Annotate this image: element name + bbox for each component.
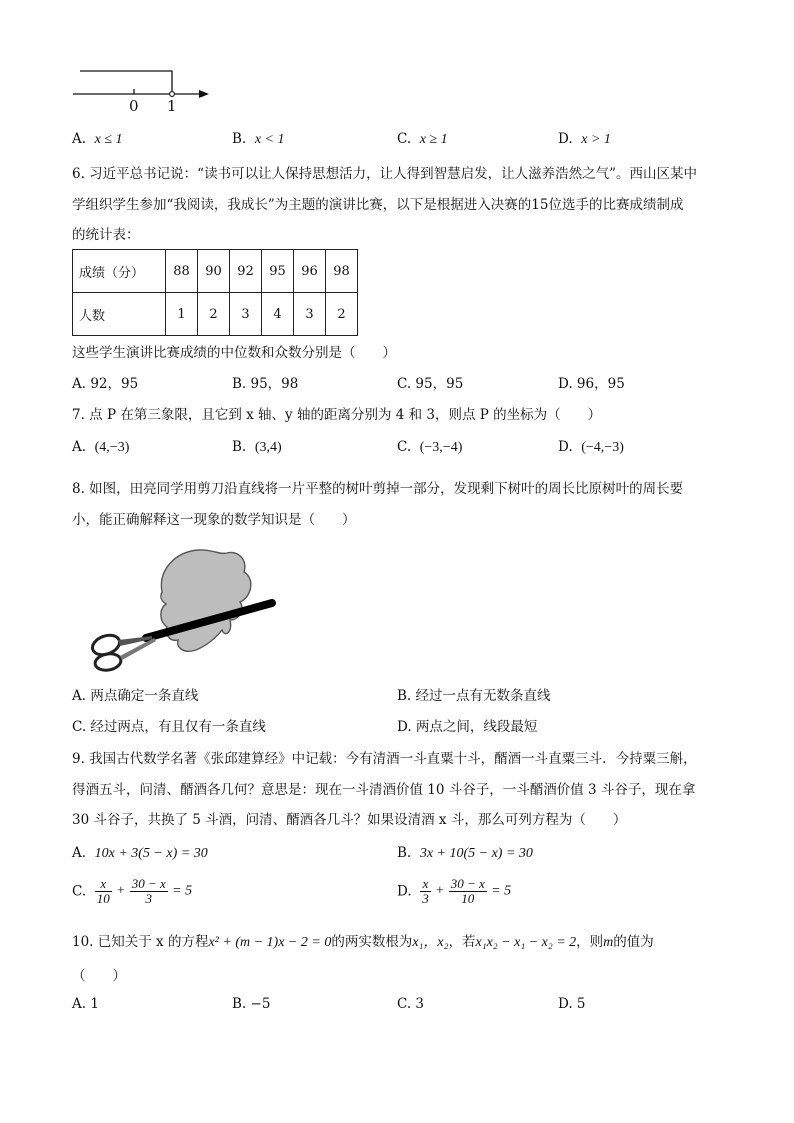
q10-answer-paren: （ ） <box>72 968 126 984</box>
scissors-icon <box>90 632 122 672</box>
score-table <box>72 249 358 336</box>
q5-option-d[interactable]: D. x > 1 <box>558 131 611 147</box>
table-header-count: 人数 <box>73 293 166 336</box>
table-header-score: 成绩（分） <box>73 250 166 293</box>
q5-option-c[interactable]: C. x ≥ 1 <box>397 131 448 147</box>
q7-option-c[interactable]: C. (−3,−4) <box>397 439 463 455</box>
number-line-label-0: 0 <box>129 97 139 115</box>
leaf-scissors-illustration <box>80 542 280 677</box>
q5-option-a[interactable]: A. x ≤ 1 <box>72 131 123 147</box>
q9-stem-line-2: 得酒五斗，问清、醑酒各几何？意思是：现在一斗清酒价值 10 斗谷子，一斗醑酒价值 3 斗谷子，现在拿 <box>72 782 696 798</box>
q8-option-a[interactable]: A. 两点确定一条直线 <box>72 688 199 704</box>
q10-option-a[interactable]: A. 1 <box>72 996 99 1012</box>
table-cell: 92 <box>230 250 262 293</box>
table-row <box>73 293 358 336</box>
q9-option-b[interactable]: B. 3x + 10(5 − x) = 30 <box>397 845 533 861</box>
q8-stem-line-2: 小，能正确解释这一现象的数学知识是（ ） <box>72 512 356 528</box>
table-cell: 3 <box>230 293 262 336</box>
q10-option-b[interactable]: B. −5 <box>232 996 271 1012</box>
q10-option-c[interactable]: C. 3 <box>397 996 425 1012</box>
q9-option-d[interactable]: D. $\frac{x}{3}$ + $\frac{30 - x}{10}$ = 5 <box>397 876 512 906</box>
table-cell: 3 <box>294 293 326 336</box>
q9-option-c[interactable]: C. $\frac{x}{10}$ + $\frac{30 - x}{3}$ = 5 <box>72 876 193 906</box>
q5-option-b[interactable]: B. x < 1 <box>232 131 285 147</box>
q7-option-a[interactable]: A. (4,−3) <box>72 439 130 455</box>
q10-stem: 10. 已知关于 x 的方程x² + (m − 1)x − 2 = 0的两实数根为x₁，x₂，若x₁x₂ − x₁ − x₂ = 2，则m的值为 <box>72 934 654 950</box>
q7-option-b[interactable]: B. (3,4) <box>232 439 282 455</box>
number-line-label-1: 1 <box>167 97 177 115</box>
table-cell: 96 <box>294 250 326 293</box>
q8-option-d[interactable]: D. 两点之间，线段最短 <box>397 719 538 735</box>
q6-option-c[interactable]: C. 95，95 <box>397 376 464 392</box>
fraction: $\frac{30 - x}{10}$ <box>450 876 485 906</box>
q6-stem-line-2: 学组织学生参加“我阅读，我成长”为主题的演讲比赛，以下是根据进入决赛的15位选手的比赛成绩制成 <box>72 197 684 213</box>
q10-option-d[interactable]: D. 5 <box>558 996 586 1012</box>
q7-stem: 7. 点 P 在第三象限，且它到 x 轴、y 轴的距离分别为 4 和 3，则点 P 的坐标为（ ） <box>72 407 602 423</box>
q8-stem-line-1: 8. 如图，田亮同学用剪刀沿直线将一片平整的树叶剪掉一部分，发现剩下树叶的周长比原树叶的周长要 <box>72 481 684 497</box>
leaf-shape <box>161 550 251 651</box>
table-row <box>73 250 358 293</box>
table-cell: 1 <box>166 293 198 336</box>
table-cell: 95 <box>262 250 294 293</box>
q8-option-c[interactable]: C. 经过两点，有且仅有一条直线 <box>72 719 266 735</box>
number-line-figure <box>70 64 220 114</box>
q6-question: 这些学生演讲比赛成绩的中位数和众数分别是（ ） <box>72 345 396 361</box>
table-cell: 2 <box>198 293 230 336</box>
q6-stem-line-1: 6. 习近平总书记说：“读书可以让人保持思想活力，让人得到智慧启发，让人滋养浩然之气”。西山区某中 <box>72 166 697 182</box>
fraction: $\frac{30 - x}{3}$ <box>131 876 166 906</box>
q6-option-b[interactable]: B. 95，98 <box>232 376 299 392</box>
fraction: $\frac{x}{3}$ <box>422 876 429 906</box>
q6-option-a[interactable]: A. 92，95 <box>72 376 139 392</box>
table-cell: 88 <box>166 250 198 293</box>
q9-stem-line-1: 9. 我国古代数学名著《张邱建算经》中记载：今有清酒一斗直粟十斗，醑酒一斗直粟三斗．今持粟三斛， <box>72 751 697 767</box>
q8-option-b[interactable]: B. 经过一点有无数条直线 <box>397 688 551 704</box>
fraction: $\frac{x}{10}$ <box>96 876 110 906</box>
table-cell: 4 <box>262 293 294 336</box>
table-cell: 98 <box>326 250 358 293</box>
q9-stem-line-3: 30 斗谷子，共换了 5 斗酒，问清、醑酒各几斗？如果设清酒 x 斗，那么可列方程为（ ） <box>72 812 627 828</box>
q9-option-a[interactable]: A. 10x + 3(5 − x) = 30 <box>72 845 208 861</box>
table-cell: 2 <box>326 293 358 336</box>
q7-option-d[interactable]: D. (−4,−3) <box>558 439 624 455</box>
table-cell: 90 <box>198 250 230 293</box>
q6-stem-line-3: 的统计表： <box>72 227 140 243</box>
q6-option-d[interactable]: D. 96，95 <box>558 376 625 392</box>
